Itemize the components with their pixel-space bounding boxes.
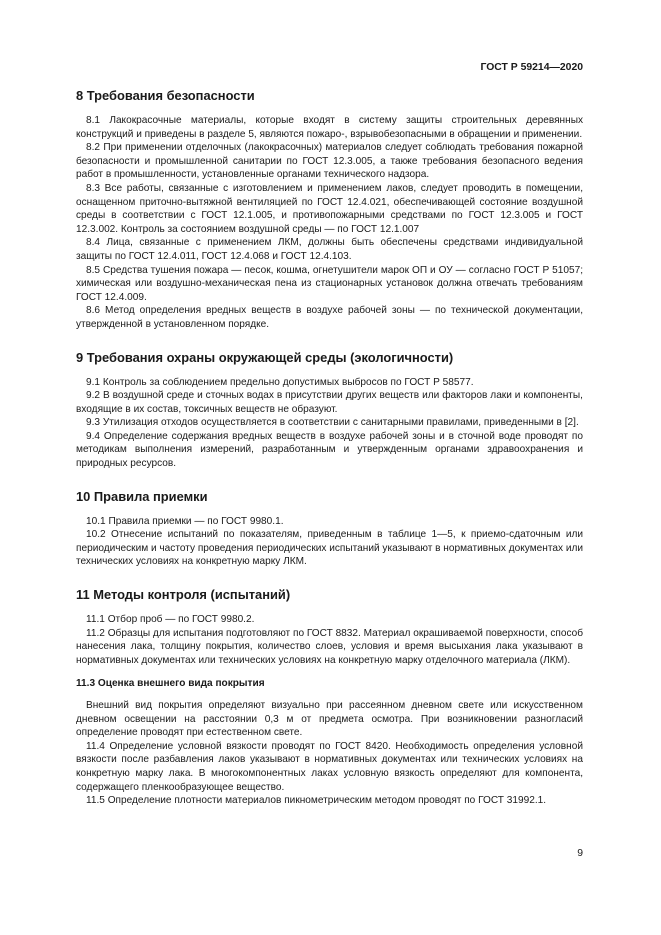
- paragraph-8-3: 8.3 Все работы, связанные с изготовлением и применением лаков, следует проводить в помещении, оснащенном приточно-вытяжной вентиляцией по ГОСТ 12.4.021, обеспечивающей состояние воздушной среды в соответствии с ГОСТ 12.1.005, и противопожарными средствами по ГОСТ 12.3.005 и ГОСТ 12.3.002. Контроль за состоянием воздушной среды — по ГОСТ 12.1.007: [76, 182, 583, 235]
- section-9-title: 9 Требования охраны окружающей среды (экологичности): [76, 349, 454, 365]
- paragraph-10-2: 10.2 Отнесение испытаний по показателям, приведенным в таблице 1—5, к приемо-сдаточным или периодическим и частоту проведения периодических испытаний указывают в нормативных документах или технических условиях на конкретную марку ЛКМ.: [76, 529, 583, 568]
- document-id-header: ГОСТ Р 59214—2020: [480, 62, 583, 73]
- paragraph-11-5: 11.5 Определение плотности материалов пикнометрическим методом проводят по ГОСТ 31992.1.: [86, 795, 547, 807]
- section-8-title: 8 Требования безопасности: [76, 88, 255, 103]
- paragraph-8-2: 8.2 При применении отделочных (лакокрасочных) материалов следует соблюдать требования пожарной безопасности и промышленной санитарии по ГОСТ 12.3.005, а также требования безопасного ведения работ в промышленности, установленные органами технического надзора.: [76, 142, 583, 181]
- paragraph-9-2: 9.2 В воздушной среде и сточных водах в присутствии других веществ или факторов лаки и компоненты, входящие в их состав, токсичных веществ не образуют.: [76, 390, 583, 415]
- paragraph-8-1: 8.1 Лакокрасочные материалы, которые входят в систему защиты строительных деревянных конструкций и приведены в разделе 5, являются пожаро-, взрывобезопасными в обращении и применении.: [76, 115, 583, 140]
- paragraph-11-1: 11.1 Отбор проб — по ГОСТ 9980.2.: [86, 614, 255, 626]
- paragraph-9-1: 9.1 Контроль за соблюдением предельно допустимых выбросов по ГОСТ Р 58577.: [86, 376, 474, 388]
- document-body: [76, 88, 583, 808]
- section-11-title: 11 Методы контроля (испытаний): [76, 587, 291, 603]
- paragraph-11-3: Внешний вид покрытия определяют визуально при рассеянном дневном свете или искусственном дневном освещении на расстоянии 0,3 м от предмета осмотра. При возникновении разногласий определение проводят при естественном свете.: [76, 700, 583, 739]
- paragraph-11-2: 11.2 Образцы для испытания подготовляют по ГОСТ 8832. Материал окрашиваемой поверхности, способ нанесения лака, толщину покрытия, количество слоев, условия и время высыхания лака указывают в нормативных документах или технических условиях на конкретную марку отделочного материала (ЛКМ).: [76, 627, 583, 666]
- paragraph-8-6: 8.6 Метод определения вредных веществ в воздухе рабочей зоны — по технической документации, утвержденной в установленном порядке.: [76, 305, 583, 330]
- section-10-title: 10 Правила приемки: [76, 488, 208, 504]
- paragraph-8-5: 8.5 Средства тушения пожара — песок, кошма, огнетушители марок ОП и ОУ — согласно ГОСТ Р 51057; химическая или воздушно-механическая пена из стационарных установок должна отвечать требованиям ГОСТ 12.4.009.: [76, 264, 583, 303]
- subsection-11-3-title: 11.3 Оценка внешнего вида покрытия: [76, 678, 265, 690]
- paragraph-8-4: 8.4 Лица, связанные с применением ЛКМ, должны быть обеспечены средствами индивидуальной защиты по ГОСТ 12.4.011, ГОСТ 12.4.068 и ГОСТ 12.4.103.: [76, 237, 583, 262]
- paragraph-9-4: 9.4 Определение содержания вредных веществ в воздухе рабочей зоны и в сточной воде проводят по методикам выполнения измерений, разработанным и утвержденным органами здравоохранения и природных ресурсов.: [76, 430, 583, 470]
- paragraph-11-4: 11.4 Определение условной вязкости проводят по ГОСТ 8420. Необходимость определения условной вязкости после разбавления лаков указывают в нормативных документах или технических условиях на конкретную марку лака. В многокомпонентных лаках условную вязкость определяют для компонента, содержащего пленкообразующее вещество.: [76, 740, 583, 793]
- paragraph-10-1: 10.1 Правила приемки — по ГОСТ 9980.1.: [86, 515, 284, 527]
- page-number: 9: [577, 848, 583, 859]
- paragraph-9-3: 9.3 Утилизация отходов осуществляется в соответствии с санитарными правилами, приведенными в [2].: [86, 417, 579, 429]
